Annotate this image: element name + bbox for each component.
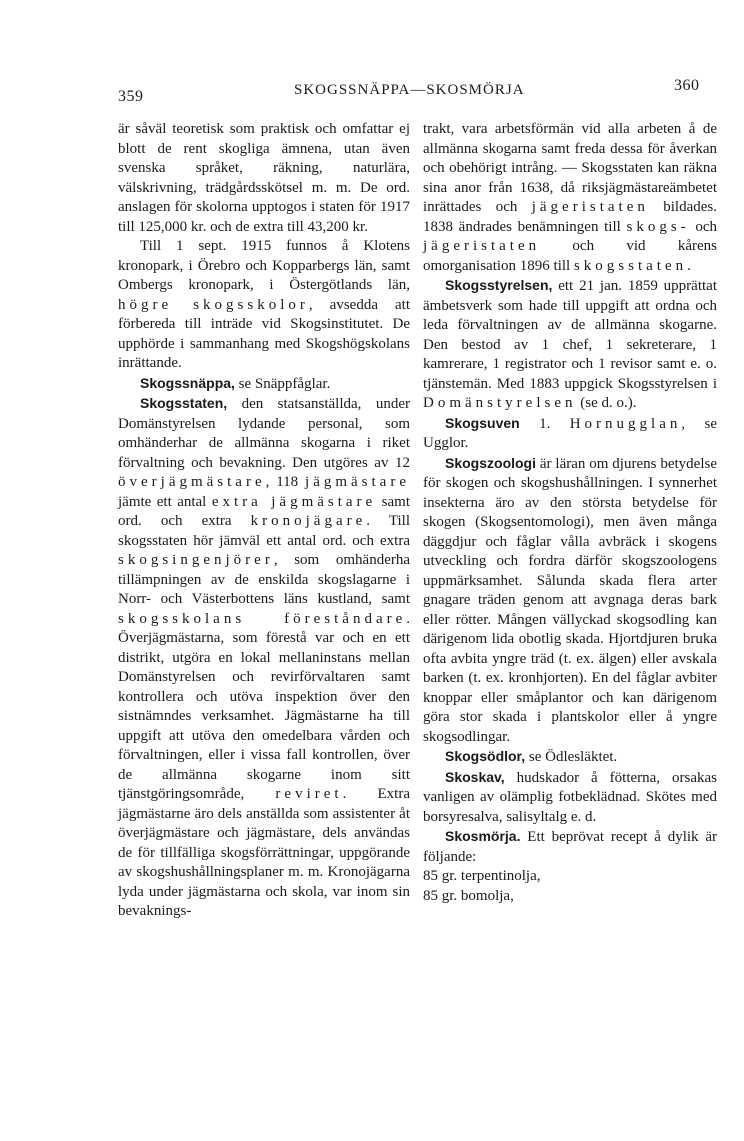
text: och bbox=[689, 218, 717, 235]
text: se Snäppfåglar. bbox=[234, 375, 331, 392]
spaced-term: reviret bbox=[275, 786, 343, 802]
text: är såväl teoretisk som praktisk och omfattar ej blott de rent skogliga ämnena, utan även svenska språket, räkning, naturlära, välskrivning, trädgårdsskötsel m. m. De ord. anslagen för skolorna upptogos i staten för 1917 till 125,000 kr. och de extra till 43,200 kr. bbox=[118, 121, 410, 235]
entry-skogsstaten bbox=[118, 394, 410, 922]
paragraph-skolor-end bbox=[118, 120, 410, 237]
text: Till 1 sept. 1915 funnos å Klotens kronopark, i Örebro och Kopparbergs län, samt Ombergs kronopark, i Östergötlands län, bbox=[118, 238, 410, 293]
spaced-term: kronojägare bbox=[250, 513, 367, 529]
text: och vid kårens omorganisation 1896 till bbox=[423, 238, 717, 274]
spaced-term: Hornugglan bbox=[569, 415, 682, 432]
text: hudskador å fötterna, orsakas vanligen av olämplig fotbeklädnad. Skötes med borsyresalva, salisyltalg e. d. bbox=[423, 769, 717, 825]
text: 1. bbox=[519, 415, 570, 432]
text: jämte ett antal bbox=[118, 493, 212, 510]
text: Ett beprövat recept å dylik är följande: bbox=[423, 829, 717, 865]
spaced-term: skogsstaten bbox=[573, 257, 688, 274]
spaced-term: extra jägmästare bbox=[211, 493, 377, 510]
left-column bbox=[118, 120, 410, 922]
text: , se Ugglor. bbox=[423, 415, 718, 451]
entry-term: Skosmörja. bbox=[445, 828, 521, 844]
text: samt ord. och extra bbox=[118, 493, 410, 529]
page-number-right: 360 bbox=[674, 77, 700, 94]
running-head: SKOGSSNÄPPA—SKOSMÖRJA bbox=[294, 82, 525, 98]
text: , som omhänderha tillämpningen av de enskilda skogslagarne i Norr- och Västerbottens läns kustland, samt bbox=[118, 552, 410, 607]
paragraph-hogre-skogsskolor bbox=[118, 237, 410, 374]
entry-skogssnappa bbox=[118, 374, 410, 395]
paragraph-skogsstaten-cont bbox=[423, 120, 717, 276]
text: den statsanställda, under Domänstyrelsen lydande personal, som omhänderhar de allmänna skogarna i riket förvaltning och bevakning. Den utgöres av 12 bbox=[118, 396, 410, 471]
page-number-left: 359 bbox=[118, 88, 144, 105]
entry-skosmorja bbox=[423, 827, 717, 867]
spaced-term: Domänstyrelsen bbox=[423, 395, 577, 411]
recipe-line: 85 gr. terpentinolja, bbox=[423, 868, 541, 884]
text: (se d. o.). bbox=[576, 395, 637, 411]
entry-term: Skoskav, bbox=[445, 768, 505, 785]
text: . Till skogsstaten hör jämväl ett antal ord. och extra bbox=[118, 513, 410, 549]
text: . Överjägmästarna, som förestå var och en ett distrikt, utgöra en lokal mellaninstans mellan Domänstyrelsen och revirförvaltaren samt kontrollera och utöva inspektion över den sistnämndes verksamhet. Jägmästarne ha till uppgift att utöva den omedelbara vården och förvaltningen, eller i vissa fall kontrollen, över de allmänna skogarne inom sitt tjänstgöringsområde, bbox=[118, 610, 410, 802]
text: är läran om djurens betydelse för skogen och skogshushållningen. I synnerhet insekterna äro av den största betydelse för skogen (Skogsentomologi), men även många däggdjur och fåglar vålla avbräck i skogens utveckling och fordra därför skogszoologens uppmärksamhet. Sålunda skada flera arter gnagare träden genom att avgnaga deras bark eller rötter. Mången vällyckad skogsodling kan därigenom lida obotlig skada. Hjortdjuren bruka ofta avbita yngre träd (t. ex. älgen) eller avskala barken (t. ex. kronhjorten). En del fåglar avbiter knoppar eller småplantor och kan därigenom göra stor skada i plantskolor eller å yngre skogsodlingar. bbox=[423, 455, 717, 745]
recipe-line: 85 gr. bomolja, bbox=[423, 887, 514, 904]
spaced-term: jägmästare bbox=[305, 474, 410, 490]
spaced-term: jägeristaten bbox=[423, 238, 541, 254]
text: bildades. 1838 ändrades benämningen till bbox=[423, 199, 717, 235]
entry-skogsodlor bbox=[423, 747, 717, 768]
spaced-term: skogsingenjörer bbox=[118, 552, 274, 568]
text: ett 21 jan. 1859 upprättat ämbetsverk som hade till uppgift att ordna och leda förvaltningen av de allmänna skogarne. Den bestod av 1 chef, 1 sekreterare, 1 kamrerare, 1 registrator och 1 revisor samt e. o. tjänstemän. Med 1883 uppgick Skogsstyrelsen i bbox=[423, 278, 717, 392]
text: se Ödlesläktet. bbox=[525, 749, 618, 765]
entry-term: Skogszoologi bbox=[445, 454, 536, 471]
text: , avsedda att förbereda till inträde vid Skogsinstitutet. De upphörde i sammanhang med Skogshögskolans inrättande. bbox=[118, 296, 411, 371]
entry-term: Skogsödlor, bbox=[445, 748, 526, 764]
text: , 118 bbox=[265, 474, 306, 490]
text: . bbox=[687, 257, 691, 274]
spaced-term: överjägmästare bbox=[118, 474, 266, 490]
spaced-term: skogsskolans föreståndare bbox=[118, 610, 407, 627]
spaced-term: skogs- bbox=[626, 218, 690, 235]
entry-term: Skogsstyrelsen, bbox=[445, 277, 553, 293]
entry-skogsstyrelsen bbox=[423, 276, 717, 414]
spaced-term: jägeristaten bbox=[531, 199, 649, 215]
entry-skogsuven bbox=[423, 414, 717, 454]
right-column bbox=[423, 120, 717, 906]
entry-term: Skogsstaten, bbox=[140, 395, 228, 411]
entry-term: Skogsuven bbox=[445, 414, 520, 431]
entry-skoskav bbox=[423, 768, 717, 828]
text: . Extra jägmästarne äro dels anställda som assistenter åt överjägmästare och jägmästare, dels användas de för tillfälliga skogsförrättningar, uppgörande av skogshushållningsplaner m. m. Kronojägarna lyda under jägmästarna och skola, var inom sin bevaknings- bbox=[118, 786, 410, 919]
entry-skogszoologi bbox=[423, 454, 717, 748]
entry-term: Skogssnäppa, bbox=[140, 374, 235, 391]
text: trakt, vara arbetsförmän vid alla arbeten å de allmänna skogarna samt freda dessa för åverkan och obehörigt intrång. — Skogsstaten kan räkna sina anor från 1638, då riksjägmästareämbetet inrättades och bbox=[423, 121, 717, 215]
spaced-term: högre skogsskolor bbox=[118, 296, 309, 313]
